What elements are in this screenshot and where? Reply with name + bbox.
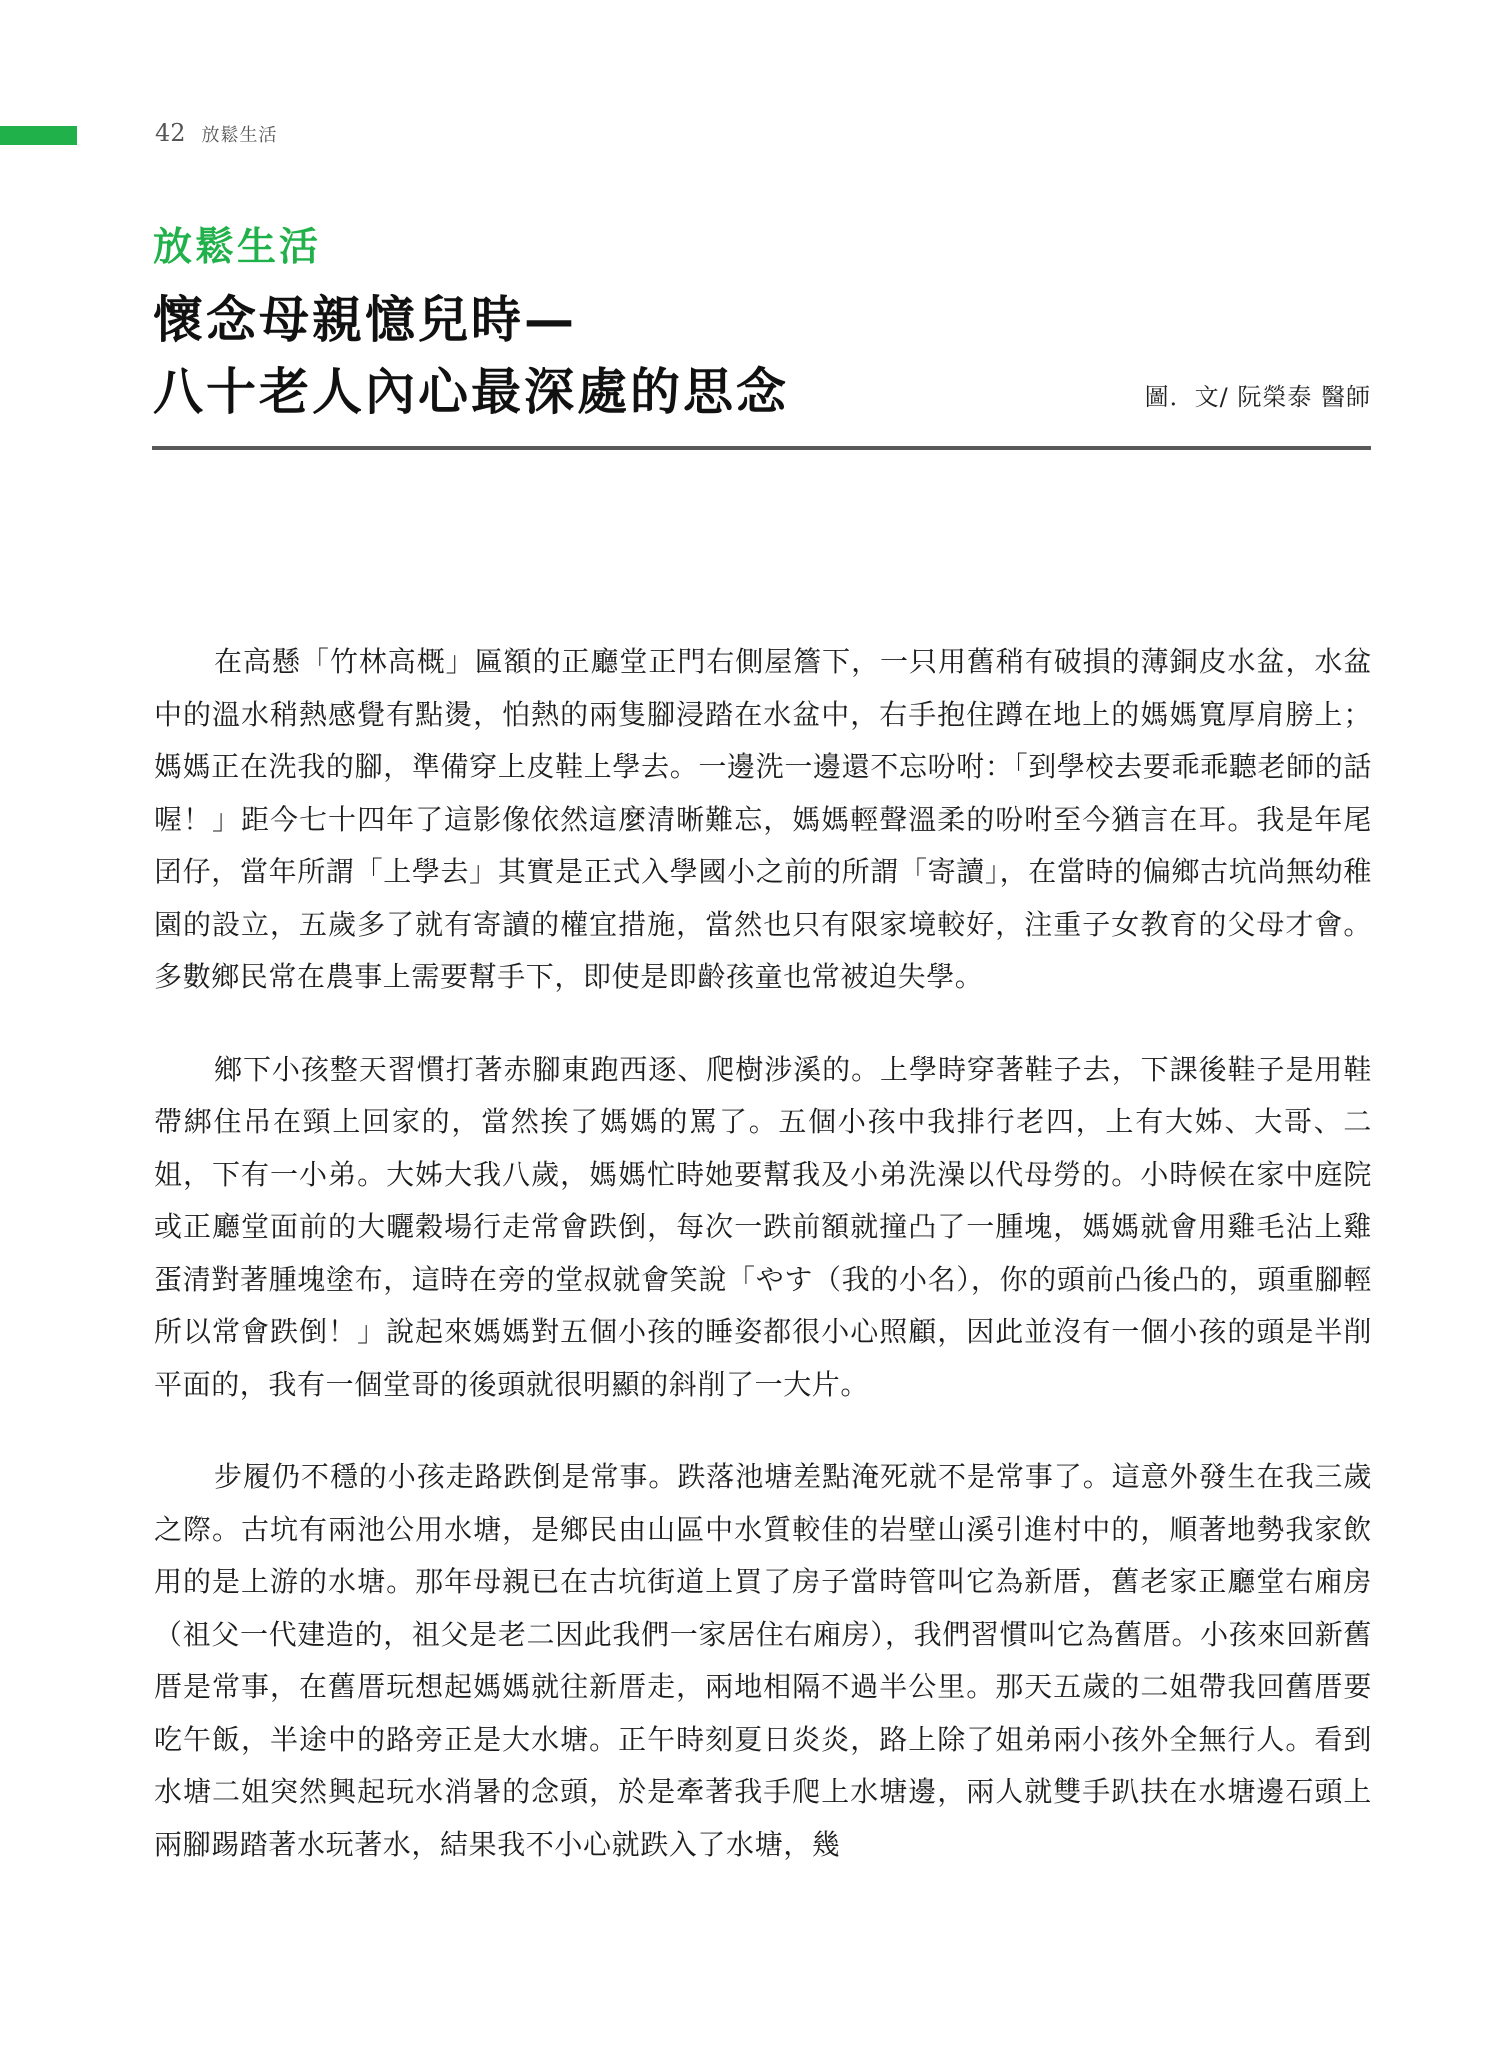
section-color-bar [0,126,77,145]
running-header [155,119,278,151]
article-paragraph-1: 在高懸「竹林高概」匾額的正廳堂正門右側屋簷下，一只用舊稍有破損的薄銅皮水盆，水盆中的溫水稍熱感覺有點燙，怕熱的兩隻腳浸踏在水盆中，右手抱住蹲在地上的媽媽寬厚肩膀上；媽媽正在洗我的腳，準備穿上皮鞋上學去。一邊洗一邊還不忘吩咐：「到學校去要乖乖聽老師的話喔！」距今七十四年了這影像依然這麼清晰難忘，媽媽輕聲溫柔的吩咐至今猶言在耳。我是年尾囝仔，當年所謂「上學去」其實是正式入學國小之前的所謂「寄讀」，在當時的偏鄉古坑尚無幼稚園的設立，五歲多了就有寄讀的權宜措施，當然也只有限家境較好，注重子女教育的父母才會。多數鄉民常在農事上需要幫手下，即使是即齡孩童也常被迫失學。 [154,645,1372,993]
section-label: 放鬆生活 [153,225,322,270]
article-paragraph-3: 步履仍不穩的小孩走路跌倒是常事。跌落池塘差點淹死就不是常事了。這意外發生在我三歲之際。古坑有兩池公用水塘，是鄉民由山區中水質較佳的岩壁山溪引進村中的，順著地勢我家飲用的是上游的水塘。那年母親已在古坑街道上買了房子當時管叫它為新厝，舊老家正廳堂右廂房（祖父一代建造的，祖父是老二因此我們一家居住右廂房），我們習慣叫它為舊厝。小孩來回新舊厝是常事，在舊厝玩想起媽媽就往新厝走，兩地相隔不過半公里。那天五歲的二姐帶我回舊厝要吃午飯，半途中的路旁正是大水塘。正午時刻夏日炎炎，路上除了姐弟兩小孩外全無行人。看到水塘二姐突然興起玩水消暑的念頭，於是牽著我手爬上水塘邊，兩人就雙手趴扶在水塘邊石頭上兩腳踢踏著水玩著水，結果我不小心就跌入了水塘，幾 [154,1460,1372,1861]
article-body [154,636,1372,1911]
title-divider [152,446,1371,450]
author-byline: 圖．文/ 阮榮泰 醫師 [1144,383,1371,411]
article-title-line-1: 懷念母親憶兒時— [153,291,577,349]
running-title: 放鬆生活 [201,125,278,146]
page-number: 42 [155,119,186,147]
article-paragraph-2: 鄉下小孩整天習慣打著赤腳東跑西逐、爬樹涉溪的。上學時穿著鞋子去，下課後鞋子是用鞋帶綁住吊在頸上回家的，當然挨了媽媽的罵了。五個小孩中我排行老四，上有大姊、大哥、二姐，下有一小弟。大姊大我八歲，媽媽忙時她要幫我及小弟洗澡以代母勞的。小時候在家中庭院或正廳堂面前的大曬穀場行走常會跌倒，每次一跌前額就撞凸了一腫塊，媽媽就會用雞毛沾上雞蛋清對著腫塊塗布，這時在旁的堂叔就會笑說「やす（我的小名），你的頭前凸後凸的，頭重腳輕所以常會跌倒！」說起來媽媽對五個小孩的睡姿都很小心照顧，因此並沒有一個小孩的頭是半削平面的，我有一個堂哥的後頭就很明顯的斜削了一大片。 [154,1052,1372,1401]
article-title-line-2: 八十老人內心最深處的思念 [153,363,789,421]
